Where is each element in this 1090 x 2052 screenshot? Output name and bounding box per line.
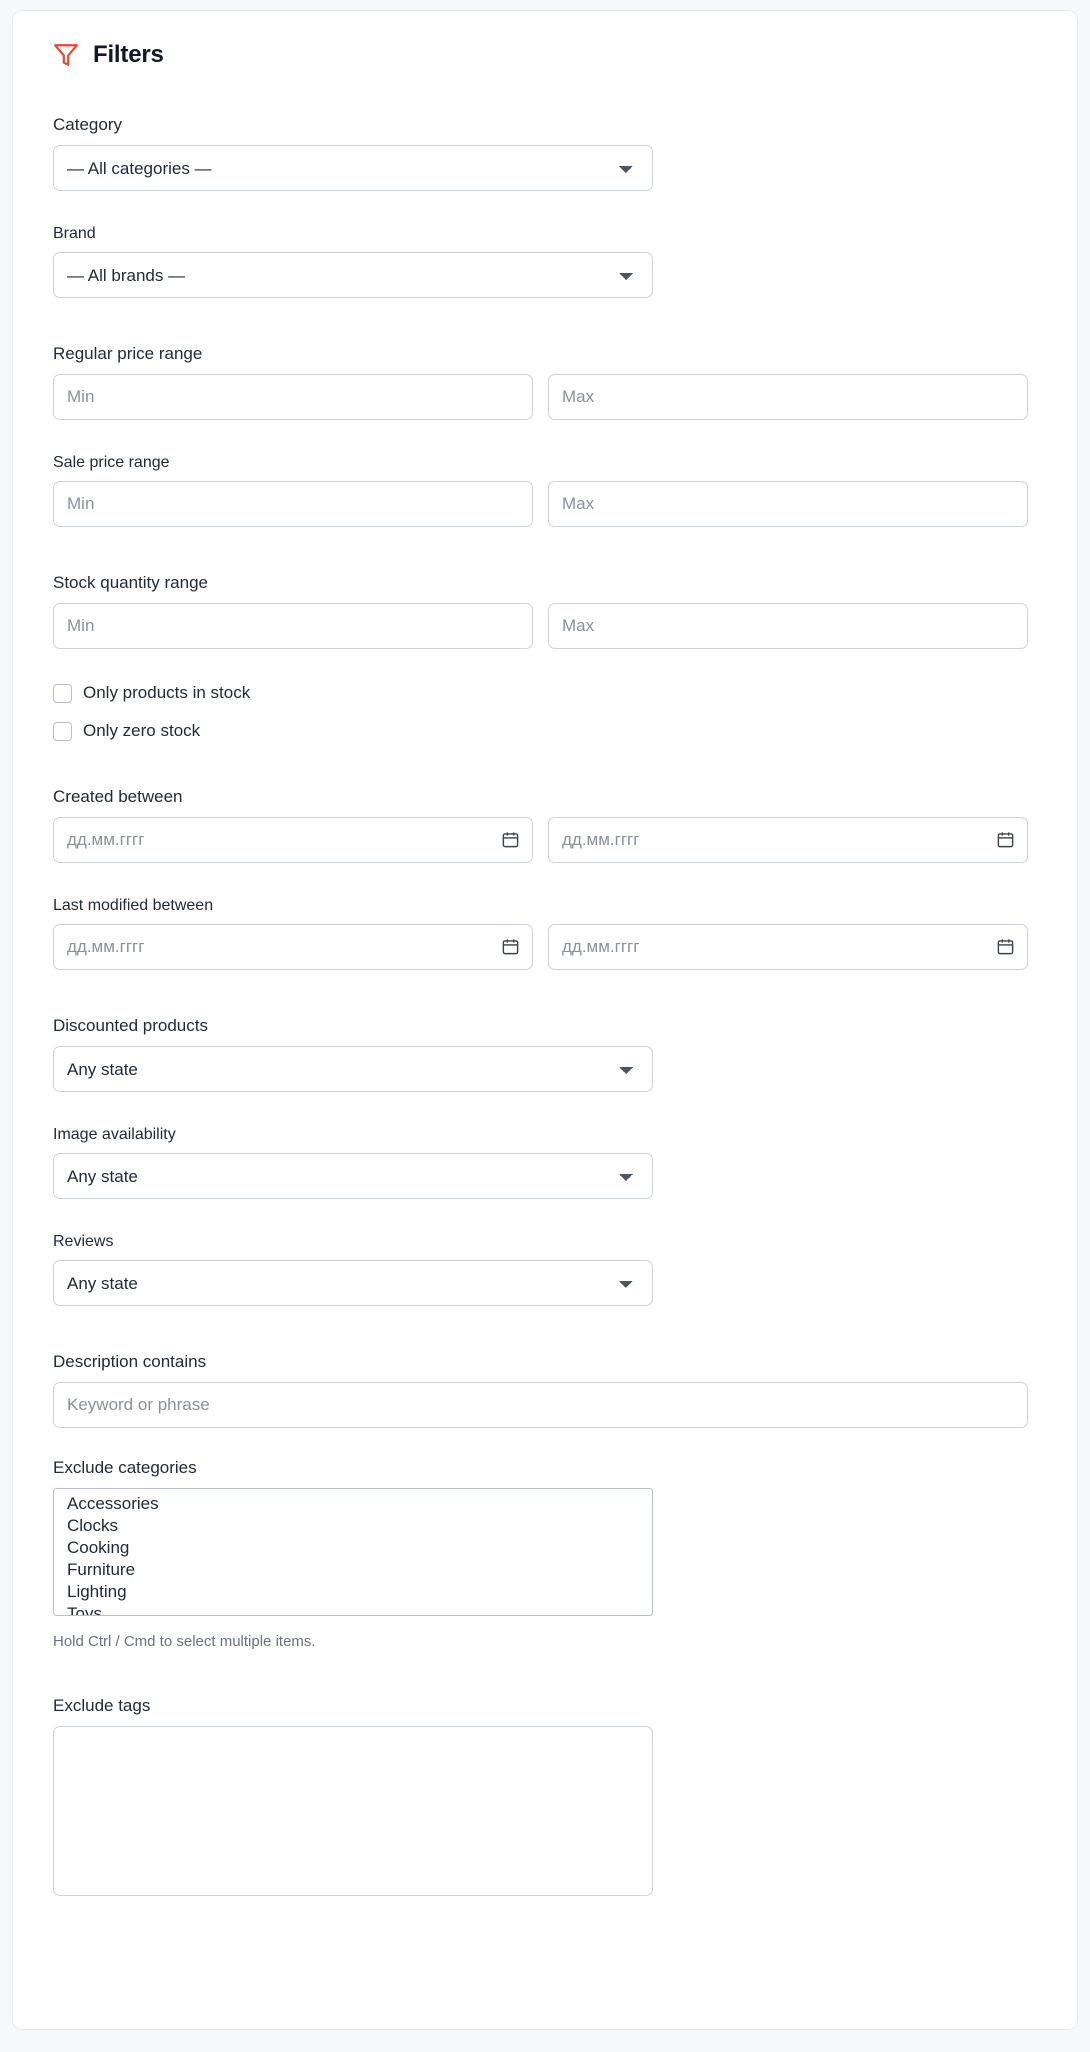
image-availability-select[interactable] [53, 1153, 653, 1199]
created-between-row [53, 817, 1037, 863]
reviews-label: Reviews [53, 1233, 114, 1250]
only-zero-stock-checkbox[interactable] [53, 722, 72, 741]
modified-to-wrap [548, 924, 1028, 970]
filters-body [13, 115, 1077, 1901]
discounted-label: Discounted products [53, 1016, 208, 1035]
created-to-input[interactable] [548, 817, 1028, 863]
modified-from-input[interactable] [53, 924, 533, 970]
only-in-stock-row[interactable] [53, 683, 1037, 703]
panel-header [13, 11, 1077, 69]
created-to-wrap [548, 817, 1028, 863]
exclude-category-option[interactable] [60, 1493, 652, 1515]
sale-price-row [53, 481, 1037, 527]
stock-quantity-label: Stock quantity range [53, 573, 208, 592]
description-contains-label: Description contains [53, 1352, 207, 1371]
description-contains-input[interactable] [53, 1382, 1028, 1428]
filters-panel [12, 10, 1078, 2030]
exclude-category-option[interactable] [60, 1603, 652, 1616]
regular-price-max-input[interactable] [548, 374, 1028, 420]
regular-price-min-input[interactable] [53, 374, 533, 420]
brand-label: Brand [53, 225, 96, 242]
exclude-category-option[interactable] [60, 1515, 652, 1537]
only-in-stock-checkbox[interactable] [53, 684, 72, 703]
regular-price-row [53, 374, 1037, 420]
page-title: Filters [93, 41, 164, 68]
exclude-categories-label: Exclude categories [53, 1458, 197, 1477]
only-in-stock-label: Only products in stock [83, 683, 251, 702]
modified-to-input[interactable] [548, 924, 1028, 970]
category-select[interactable] [53, 145, 653, 191]
filter-icon [53, 42, 79, 68]
exclude-category-option[interactable] [60, 1559, 652, 1581]
sale-price-max-input[interactable] [548, 481, 1028, 527]
reviews-select[interactable] [53, 1260, 653, 1306]
created-from-input[interactable] [53, 817, 533, 863]
created-between-label: Created between [53, 787, 183, 806]
exclude-categories-hint: Hold Ctrl / Cmd to select multiple items. [53, 1633, 316, 1650]
sale-price-label: Sale price range [53, 454, 170, 471]
brand-select[interactable] [53, 252, 653, 298]
exclude-tags-label: Exclude tags [53, 1696, 151, 1715]
created-from-wrap [53, 817, 533, 863]
regular-price-label: Regular price range [53, 344, 203, 363]
sale-price-min-input[interactable] [53, 481, 533, 527]
stock-quantity-min-input[interactable] [53, 603, 533, 649]
only-zero-stock-row[interactable] [53, 721, 1037, 741]
only-zero-stock-label: Only zero stock [83, 721, 201, 740]
category-label: Category [53, 115, 122, 134]
exclude-tags-textarea[interactable] [53, 1726, 653, 1896]
image-availability-label: Image availability [53, 1126, 176, 1143]
modified-between-row [53, 924, 1037, 970]
exclude-category-option[interactable] [60, 1537, 652, 1559]
modified-between-label: Last modified between [53, 897, 214, 914]
discounted-select[interactable] [53, 1046, 653, 1092]
exclude-category-option[interactable] [60, 1581, 652, 1603]
stock-quantity-max-input[interactable] [548, 603, 1028, 649]
modified-from-wrap [53, 924, 533, 970]
exclude-categories-multiselect[interactable] [53, 1488, 653, 1616]
stock-quantity-row [53, 603, 1037, 649]
